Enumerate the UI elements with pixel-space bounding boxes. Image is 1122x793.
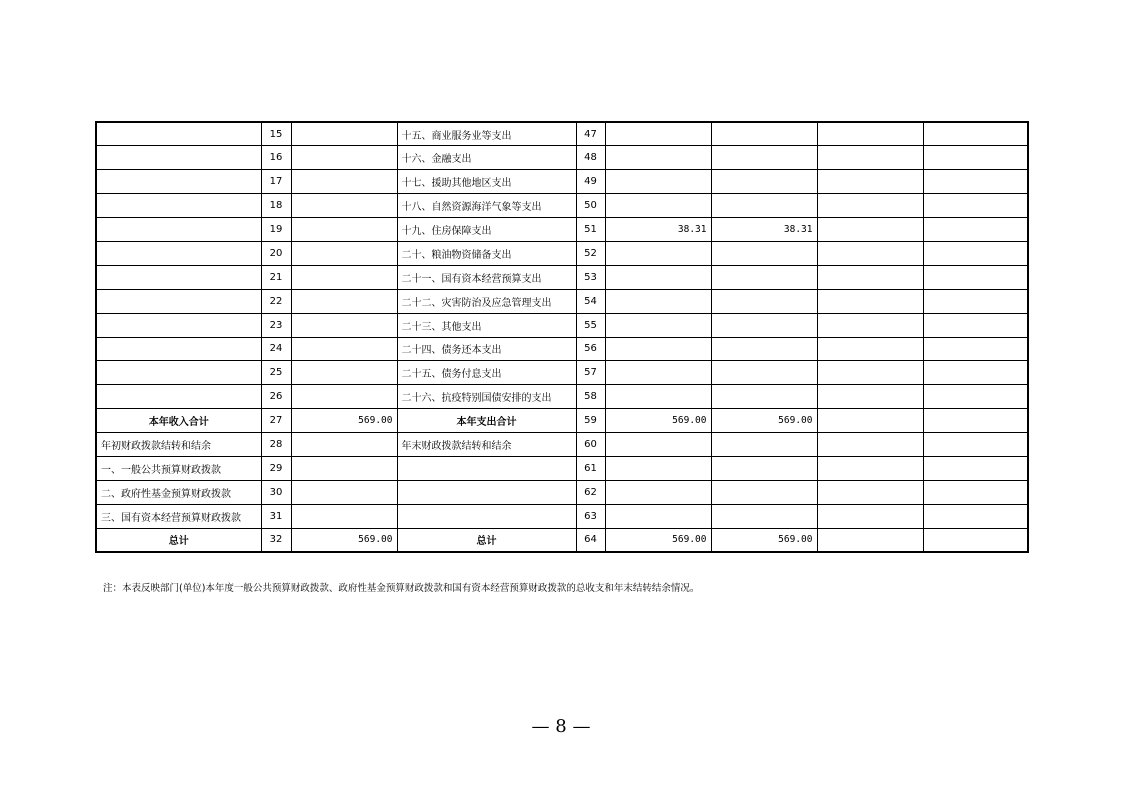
general-budget-cell [711, 385, 817, 409]
income-item-cell: 本年收入合计 [96, 409, 261, 433]
table-row [96, 170, 1028, 194]
income-line-number-cell: 21 [261, 265, 291, 289]
expense-line-number-cell: 61 [576, 456, 605, 480]
government-fund-cell [817, 433, 923, 457]
general-budget-cell [711, 456, 817, 480]
state-capital-cell [923, 433, 1028, 457]
table-row [96, 313, 1028, 337]
budget-table [95, 121, 1029, 553]
income-line-number-cell: 23 [261, 313, 291, 337]
table-row [96, 456, 1028, 480]
expense-line-number-cell: 50 [576, 194, 605, 218]
government-fund-cell [817, 289, 923, 313]
government-fund-cell [817, 480, 923, 504]
expense-line-number-cell: 64 [576, 528, 605, 552]
expense-total-cell [605, 361, 711, 385]
expense-total-cell: 569.00 [605, 409, 711, 433]
income-item-cell: 一、一般公共预算财政拨款 [96, 456, 261, 480]
table-body [96, 122, 1028, 552]
government-fund-cell [817, 409, 923, 433]
state-capital-cell [923, 289, 1028, 313]
expense-item-cell [397, 456, 576, 480]
state-capital-cell [923, 170, 1028, 194]
expense-total-cell [605, 122, 711, 146]
expense-line-number-cell: 53 [576, 265, 605, 289]
general-budget-cell [711, 313, 817, 337]
expense-item-cell: 十五、商业服务业等支出 [397, 122, 576, 146]
income-line-number-cell: 30 [261, 480, 291, 504]
general-budget-cell [711, 146, 817, 170]
income-item-cell [96, 265, 261, 289]
state-capital-cell [923, 385, 1028, 409]
general-budget-cell [711, 170, 817, 194]
expense-line-number-cell: 49 [576, 170, 605, 194]
state-capital-cell [923, 194, 1028, 218]
income-item-cell [96, 289, 261, 313]
expense-line-number-cell: 62 [576, 480, 605, 504]
government-fund-cell [817, 504, 923, 528]
table-row [96, 480, 1028, 504]
income-item-cell: 年初财政拨款结转和结余 [96, 433, 261, 457]
state-capital-cell [923, 456, 1028, 480]
expense-item-cell: 二十四、债务还本支出 [397, 337, 576, 361]
expense-item-cell: 十九、住房保障支出 [397, 218, 576, 242]
expense-line-number-cell: 60 [576, 433, 605, 457]
income-amount-cell [291, 433, 397, 457]
income-line-number-cell: 17 [261, 170, 291, 194]
expense-total-cell [605, 289, 711, 313]
expense-total-cell: 38.31 [605, 218, 711, 242]
expense-line-number-cell: 52 [576, 241, 605, 265]
general-budget-cell [711, 337, 817, 361]
expense-line-number-cell: 55 [576, 313, 605, 337]
state-capital-cell [923, 313, 1028, 337]
expense-line-number-cell: 59 [576, 409, 605, 433]
expense-total-cell [605, 385, 711, 409]
income-amount-cell [291, 480, 397, 504]
expense-total-cell [605, 456, 711, 480]
general-budget-cell: 569.00 [711, 528, 817, 552]
income-item-cell: 二、政府性基金预算财政拨款 [96, 480, 261, 504]
page-number: — 8 — [531, 716, 591, 737]
expense-total-cell [605, 504, 711, 528]
general-budget-cell [711, 241, 817, 265]
state-capital-cell [923, 265, 1028, 289]
general-budget-cell [711, 265, 817, 289]
general-budget-cell [711, 361, 817, 385]
income-line-number-cell: 27 [261, 409, 291, 433]
income-item-cell [96, 241, 261, 265]
expense-line-number-cell: 51 [576, 218, 605, 242]
government-fund-cell [817, 528, 923, 552]
government-fund-cell [817, 361, 923, 385]
state-capital-cell [923, 409, 1028, 433]
income-line-number-cell: 18 [261, 194, 291, 218]
expense-total-cell [605, 480, 711, 504]
income-item-cell: 三、国有资本经营预算财政拨款 [96, 504, 261, 528]
state-capital-cell [923, 528, 1028, 552]
government-fund-cell [817, 385, 923, 409]
expense-total-cell [605, 337, 711, 361]
income-item-cell: 总计 [96, 528, 261, 552]
expense-total-cell [605, 170, 711, 194]
income-item-cell [96, 170, 261, 194]
expense-item-cell: 二十五、债务付息支出 [397, 361, 576, 385]
table-row [96, 289, 1028, 313]
income-item-cell [96, 146, 261, 170]
state-capital-cell [923, 146, 1028, 170]
table-row [96, 337, 1028, 361]
state-capital-cell [923, 504, 1028, 528]
income-amount-cell: 569.00 [291, 409, 397, 433]
general-budget-cell: 569.00 [711, 409, 817, 433]
income-item-cell [96, 313, 261, 337]
expense-item-cell [397, 480, 576, 504]
expense-line-number-cell: 54 [576, 289, 605, 313]
general-budget-cell [711, 480, 817, 504]
general-budget-cell [711, 194, 817, 218]
table-row [96, 146, 1028, 170]
expense-item-cell: 二十六、抗疫特别国债安排的支出 [397, 385, 576, 409]
income-item-cell [96, 122, 261, 146]
state-capital-cell [923, 337, 1028, 361]
table-row [96, 361, 1028, 385]
state-capital-cell [923, 480, 1028, 504]
footnote: 注：本表反映部门(单位)本年度一般公共预算财政拨款、政府性基金预算财政拨款和国有资本经营预算财政拨款的总收支和年末结转结余情况。 [103, 583, 700, 594]
expense-line-number-cell: 57 [576, 361, 605, 385]
income-amount-cell [291, 122, 397, 146]
income-amount-cell [291, 385, 397, 409]
income-line-number-cell: 24 [261, 337, 291, 361]
income-amount-cell [291, 456, 397, 480]
income-amount-cell [291, 170, 397, 194]
income-amount-cell [291, 313, 397, 337]
government-fund-cell [817, 337, 923, 361]
state-capital-cell [923, 218, 1028, 242]
expense-item-cell: 二十一、国有资本经营预算支出 [397, 265, 576, 289]
state-capital-cell [923, 122, 1028, 146]
expense-item-cell: 二十三、其他支出 [397, 313, 576, 337]
table-row [96, 265, 1028, 289]
income-line-number-cell: 16 [261, 146, 291, 170]
income-line-number-cell: 31 [261, 504, 291, 528]
expense-total-cell [605, 194, 711, 218]
income-amount-cell [291, 289, 397, 313]
income-line-number-cell: 29 [261, 456, 291, 480]
expense-item-cell: 总计 [397, 528, 576, 552]
government-fund-cell [817, 241, 923, 265]
income-amount-cell [291, 265, 397, 289]
government-fund-cell [817, 146, 923, 170]
expense-line-number-cell: 48 [576, 146, 605, 170]
income-item-cell [96, 361, 261, 385]
general-budget-cell [711, 504, 817, 528]
expense-total-cell: 569.00 [605, 528, 711, 552]
general-budget-cell [711, 289, 817, 313]
expense-line-number-cell: 58 [576, 385, 605, 409]
government-fund-cell [817, 265, 923, 289]
expense-item-cell [397, 504, 576, 528]
expense-line-number-cell: 56 [576, 337, 605, 361]
table-row [96, 218, 1028, 242]
expense-item-cell: 十六、金融支出 [397, 146, 576, 170]
expense-item-cell: 年末财政拨款结转和结余 [397, 433, 576, 457]
income-amount-cell: 569.00 [291, 528, 397, 552]
expense-total-cell [605, 313, 711, 337]
income-line-number-cell: 15 [261, 122, 291, 146]
expense-item-cell: 本年支出合计 [397, 409, 576, 433]
government-fund-cell [817, 122, 923, 146]
expense-item-cell: 二十二、灾害防治及应急管理支出 [397, 289, 576, 313]
expense-line-number-cell: 47 [576, 122, 605, 146]
income-item-cell [96, 385, 261, 409]
expense-total-cell [605, 433, 711, 457]
income-line-number-cell: 26 [261, 385, 291, 409]
expense-item-cell: 十八、自然资源海洋气象等支出 [397, 194, 576, 218]
government-fund-cell [817, 456, 923, 480]
income-item-cell [96, 194, 261, 218]
expense-item-cell: 二十、粮油物资储备支出 [397, 241, 576, 265]
table-row [96, 241, 1028, 265]
income-line-number-cell: 32 [261, 528, 291, 552]
expense-total-cell [605, 241, 711, 265]
state-capital-cell [923, 361, 1028, 385]
table-row [96, 194, 1028, 218]
government-fund-cell [817, 313, 923, 337]
income-amount-cell [291, 337, 397, 361]
income-line-number-cell: 25 [261, 361, 291, 385]
income-amount-cell [291, 146, 397, 170]
table-row [96, 122, 1028, 146]
government-fund-cell [817, 170, 923, 194]
table-row [96, 385, 1028, 409]
expense-total-cell [605, 265, 711, 289]
government-fund-cell [817, 194, 923, 218]
income-line-number-cell: 19 [261, 218, 291, 242]
table-row [96, 504, 1028, 528]
general-budget-cell: 38.31 [711, 218, 817, 242]
income-amount-cell [291, 241, 397, 265]
income-line-number-cell: 28 [261, 433, 291, 457]
income-amount-cell [291, 504, 397, 528]
expense-total-cell [605, 146, 711, 170]
general-budget-cell [711, 122, 817, 146]
general-budget-cell [711, 433, 817, 457]
income-amount-cell [291, 361, 397, 385]
table-row [96, 433, 1028, 457]
income-amount-cell [291, 194, 397, 218]
government-fund-cell [817, 218, 923, 242]
state-capital-cell [923, 241, 1028, 265]
income-line-number-cell: 20 [261, 241, 291, 265]
table-row [96, 409, 1028, 433]
income-line-number-cell: 22 [261, 289, 291, 313]
income-item-cell [96, 218, 261, 242]
table-row [96, 528, 1028, 552]
expense-item-cell: 十七、援助其他地区支出 [397, 170, 576, 194]
expense-line-number-cell: 63 [576, 504, 605, 528]
income-item-cell [96, 337, 261, 361]
income-amount-cell [291, 218, 397, 242]
